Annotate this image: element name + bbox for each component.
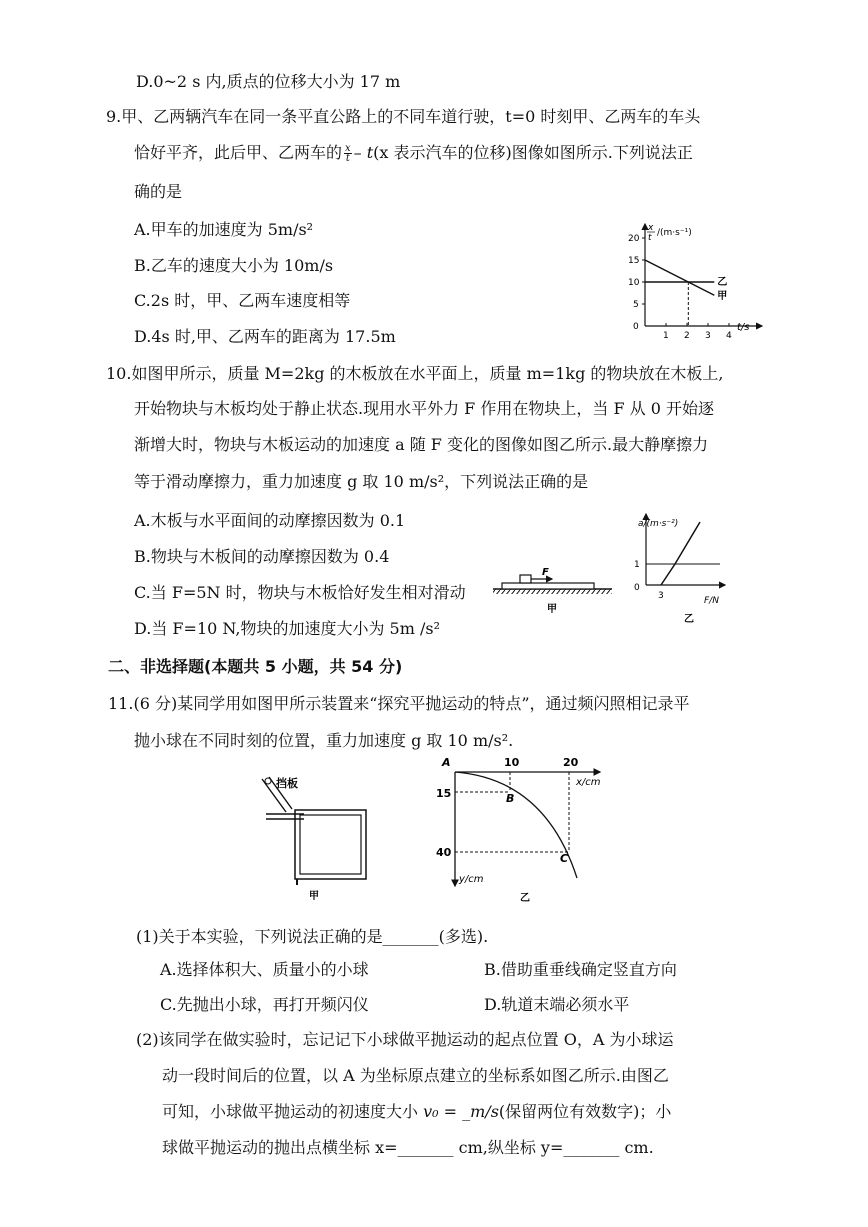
frame-outer <box>295 810 366 879</box>
point-c: C <box>560 852 569 865</box>
q11-p1-option-b: B.借助重垂线确定竖直方向 <box>484 960 677 979</box>
q9-stem-2a: 恰好平齐，此后甲、乙两车的 <box>134 143 343 162</box>
q10-fig-jia <box>490 560 615 620</box>
q9-stem-2c: (x 表示汽车的位移)图像如图所示.下列说法正 <box>373 143 693 162</box>
ground-hatch <box>493 589 612 594</box>
q9-y-frac-t: t <box>648 233 652 243</box>
q11-part-2-line-2: 动一段时间后的位置，以 A 为坐标原点建立的坐标系如图乙所示.由图乙 <box>162 1066 669 1085</box>
q10-option-b: B.物块与木板间的动摩擦因数为 0.4 <box>134 547 390 566</box>
x-tick-10: 10 <box>504 756 520 769</box>
p2-3a: 可知，小球做平抛运动的初速度大小 <box>162 1102 424 1121</box>
y-tick-15: 15 <box>436 787 452 800</box>
y-axis-label: y/cm <box>459 874 484 885</box>
p2-3c: (保留两位有效数字)；小 <box>498 1102 672 1121</box>
q9-x-axis-label: t/s <box>737 322 750 333</box>
q9-y-frac-x: x <box>648 223 654 233</box>
force-label: F <box>542 567 549 578</box>
q9-y-axis-label: /(m·s⁻¹) <box>657 228 692 238</box>
baffle-label: 挡板 <box>276 777 298 790</box>
tick-label-1: 1 <box>634 560 640 570</box>
q9-option-b: B.乙车的速度大小为 10m/s <box>134 256 334 275</box>
q9-series <box>645 260 714 326</box>
q10-stem-line-3: 渐增大时，物块与木板运动的加速度 a 随 F 变化的图像如图乙所示.最大静摩擦力 <box>134 435 709 454</box>
q10-option-d: D.当 F=10 N,物块的加速度大小为 5m /s² <box>134 619 440 638</box>
q9-stem-line-3: 确的是 <box>134 182 183 201</box>
q11-part-2-line-1: (2)该同学在做实验时，忘记记下小球做平抛运动的起点位置 O，A 为小球运 <box>136 1030 674 1049</box>
q9-y-tick-label: 15 <box>628 256 640 266</box>
fig-yi-caption: 乙 <box>684 614 694 625</box>
frame-inner <box>300 815 361 874</box>
q11-stem-line-1: 11.(6 分)某同学用如图甲所示装置来“探究平抛运动的特点”，通过频闪照相记录平 <box>108 694 690 713</box>
q9-chart <box>620 218 770 343</box>
v0-blank: v₀ = _m/s <box>423 1102 499 1121</box>
a-f-graph <box>661 522 700 585</box>
q9-y-tick-label: 0 <box>633 322 639 332</box>
q9-option-a: A.甲车的加速度为 5m/s² <box>134 220 314 239</box>
point-a: A <box>442 756 451 769</box>
f-axis-label: F/N <box>704 596 719 606</box>
board <box>502 583 594 589</box>
q9-stem-line-2 <box>134 143 693 163</box>
ball <box>265 778 271 784</box>
x-tick-20: 20 <box>563 756 579 769</box>
q9-option-c: C.2s 时，甲、乙两车速度相等 <box>134 291 351 310</box>
q9-option-d: D.4s 时,甲、乙两车的距离为 17.5m <box>134 327 396 346</box>
q10-option-a: A.木板与水平面间的动摩擦因数为 0.1 <box>134 511 406 530</box>
a-axis-label: a/(m·s⁻²) <box>638 519 679 529</box>
fig-jia-caption: 甲 <box>547 604 557 615</box>
q9-y-tick-label: 20 <box>628 234 640 244</box>
q9-series-label-yi: 乙 <box>717 277 728 288</box>
q10-option-c: C.当 F=5N 时，物块与木板恰好发生相对滑动 <box>134 583 466 602</box>
fraction-denominator: t <box>345 153 350 164</box>
fraction-numerator: x <box>345 143 351 154</box>
q11-fig-yi <box>430 754 635 906</box>
q11-stem-line-2: 抛小球在不同时刻的位置，重力加速度 g 取 10 m/s². <box>134 731 514 750</box>
q11-fig-jia <box>256 772 374 904</box>
tick-label-0: 0 <box>634 583 640 593</box>
q11-part-1: (1)关于本实验，下列说法正确的是_______(多选). <box>136 927 489 946</box>
q11-p1-option-d: D.轨道末端必须水平 <box>484 995 630 1014</box>
q9-y-tick-label: 5 <box>633 300 639 310</box>
fig-yi-caption: 乙 <box>520 893 530 904</box>
q9-x-tick-label: 1 <box>663 331 669 341</box>
point-b: B <box>506 792 515 805</box>
q9-minus-t: – t <box>353 143 374 162</box>
q10-stem-line-1: 10.如图甲所示，质量 M=2kg 的木板放在水平面上，质量 m=1kg 的物块放在木板上, <box>106 364 724 383</box>
q8-option-d: D.0~2 s 内,质点的位移大小为 17 m <box>136 72 401 91</box>
q9-x-tick-label: 2 <box>684 331 690 341</box>
q10-stem-line-2: 开始物块与木板均处于静止状态.现用水平外力 F 作用在物块上，当 F 从 0 开始逐 <box>134 399 714 418</box>
block <box>520 575 531 583</box>
section-2-heading: 二、非选择题(本题共 5 小题，共 54 分) <box>108 657 403 676</box>
q10-stem-line-4: 等于滑动摩擦力，重力加速度 g 取 10 m/s²，下列说法正确的是 <box>134 472 589 491</box>
q9-series-label-jia: 甲 <box>717 291 728 303</box>
q9-y-tick-label: 10 <box>628 278 640 288</box>
q11-p1-option-c: C.先抛出小球，再打开频闪仪 <box>160 995 369 1014</box>
fig-jia-caption: 甲 <box>309 891 319 902</box>
x-axis-label: x/cm <box>576 777 601 788</box>
q9-x-over-t-fraction <box>344 144 352 163</box>
q9-stem-line-1: 9.甲、乙两辆汽车在同一条平直公路上的不同车道行驶，t=0 时刻甲、乙两车的车头 <box>106 107 701 126</box>
q9-series-line <box>645 260 714 295</box>
tick-label-3: 3 <box>658 591 664 601</box>
trajectory-curve <box>455 772 577 878</box>
q9-x-tick-label: 4 <box>726 331 732 341</box>
q11-part-2-line-4: 球做平抛运动的抛出点横坐标 x=_______ cm,纵坐标 y=_______ cm. <box>162 1138 654 1157</box>
y-tick-40: 40 <box>436 846 452 859</box>
q10-fig-yi <box>620 508 760 643</box>
q11-p1-option-a: A.选择体积大、质量小的小球 <box>160 960 369 979</box>
q9-x-tick-label: 3 <box>705 331 711 341</box>
q11-part-2-line-3 <box>162 1102 671 1122</box>
